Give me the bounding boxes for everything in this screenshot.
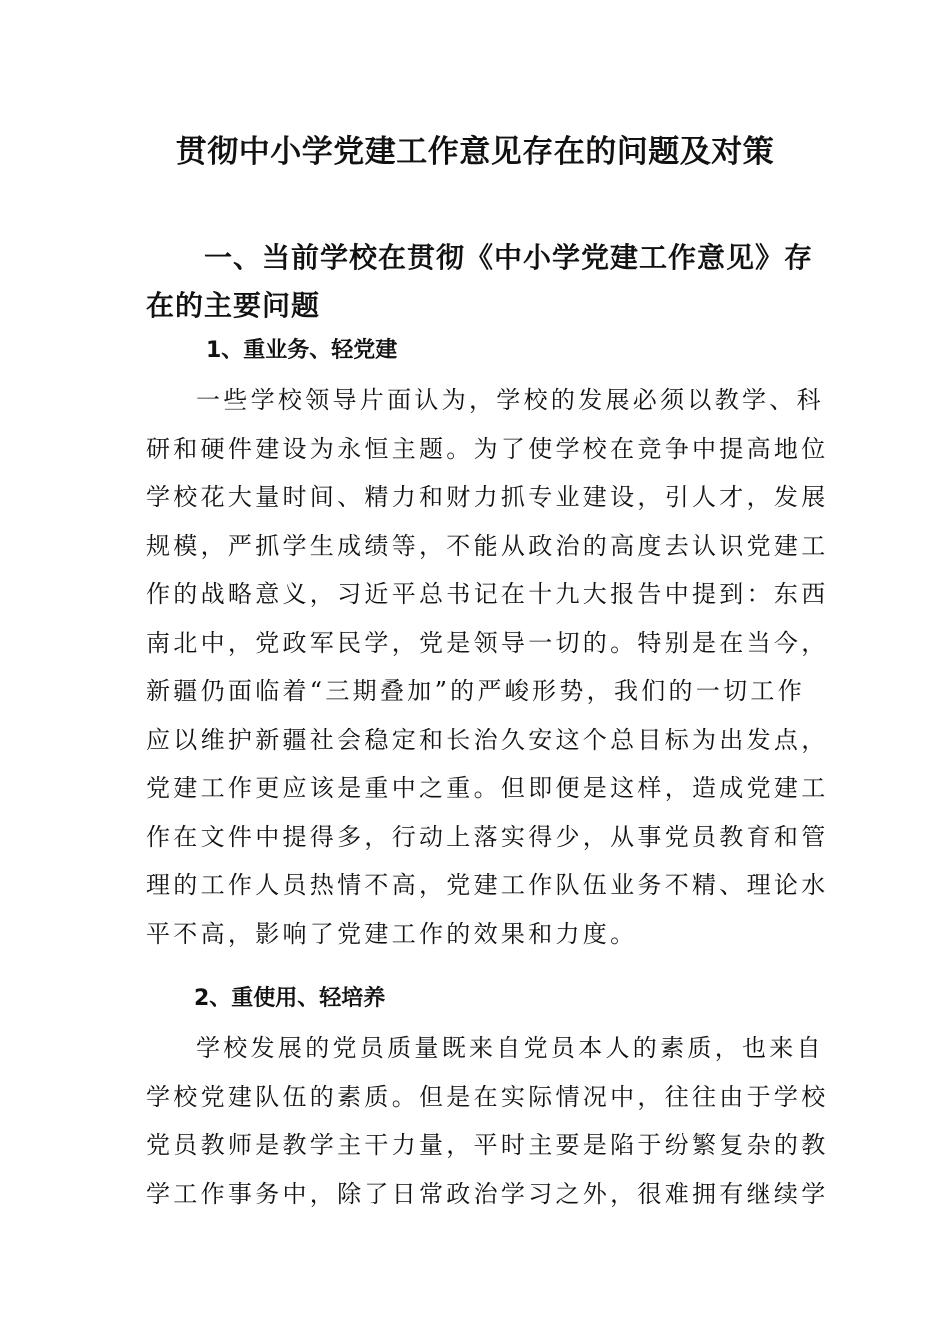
paragraph-2	[146, 1024, 829, 1218]
subsection-heading-2: 2、重使用、轻培养	[194, 986, 386, 1011]
paragraph-line: 党员教师是教学主干力量，平时主要是陷于纷繁复杂的教	[146, 1131, 829, 1159]
paragraph-line: 应以维护新疆社会稳定和长治久安这个总目标为出发点，	[146, 725, 829, 754]
paragraph-line: 作在文件中提得多，行动上落实得少，从事党员教育和管	[146, 822, 829, 851]
section-heading: 一、当前学校在贯彻《中小学党建工作意见》存在的主要问题	[146, 241, 814, 322]
paragraph-line: 规模，严抓学生成绩等，不能从政治的高度去认识党建工	[146, 531, 829, 560]
paragraph-line: 平不高，影响了党建工作的效果和力度。	[146, 919, 638, 948]
paragraph-1	[146, 376, 829, 958]
paragraph-line: 一些学校领导片面认为，学校的发展必须以教学、科	[196, 386, 824, 414]
paragraph-line: 南北中，党政军民学，党是领导一切的。特别是在当今，	[146, 628, 829, 657]
paragraph-line: 作的战略意义，习近平总书记在十九大报告中提到：东西	[146, 580, 829, 608]
paragraph-line: 学工作事务中，除了日常政治学习之外，很难拥有继续学	[146, 1179, 829, 1208]
paragraph-line: 研和硬件建设为永恒主题。为了使学校在竞争中提高地位	[146, 434, 829, 463]
document-title: 贯彻中小学党建工作意见存在的问题及对策	[175, 134, 775, 170]
paragraph-line: 理的工作人员热情不高，党建工作队伍业务不精、理论水	[146, 871, 829, 899]
subsection-heading-1: 1、重业务、轻党建	[206, 338, 398, 363]
paragraph-line: 学校花大量时间、精力和财力抓专业建设，引人才，发展	[146, 483, 829, 511]
paragraph-line: 学校发展的党员质量既来自党员本人的素质，也来自	[196, 1034, 824, 1062]
paragraph-line: 新疆仍面临着“三期叠加”的严峻形势，我们的一切工作	[146, 677, 806, 705]
paragraph-line: 党建工作更应该是重中之重。但即便是这样，造成党建工	[146, 774, 829, 802]
paragraph-line: 学校党建队伍的素质。但是在实际情况中，往往由于学校	[146, 1082, 829, 1111]
